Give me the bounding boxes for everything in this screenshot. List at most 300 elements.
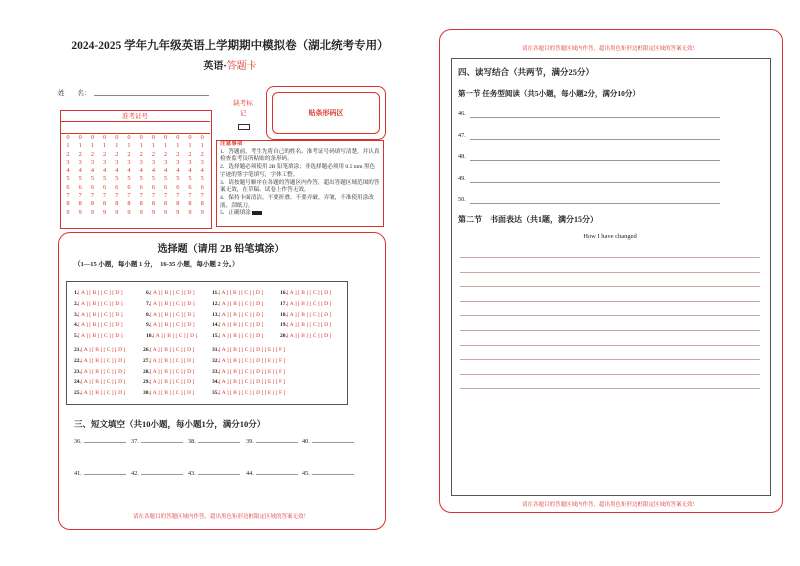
exam-id-digit[interactable]: 5 — [200, 175, 204, 183]
exam-id-digit[interactable]: 1 — [115, 142, 119, 150]
choice-item[interactable] — [212, 333, 263, 339]
absent-checkbox[interactable] — [238, 124, 250, 130]
exam-id-digit[interactable]: 1 — [164, 142, 168, 150]
warning-right-top: 请在各题目的答题区域内作答，超出黑色矩形边框限定区域的答案无效！ — [521, 46, 698, 52]
exam-id-column[interactable] — [123, 134, 135, 217]
choice-item[interactable] — [74, 301, 123, 307]
notes-box — [216, 140, 384, 227]
cloze-blank[interactable] — [131, 438, 183, 445]
choice-item[interactable] — [143, 369, 194, 375]
cloze-number: 38. — [188, 438, 196, 445]
choice-item[interactable] — [212, 312, 263, 318]
exam-id-digit[interactable]: 2 — [115, 150, 119, 158]
exam-id-digit[interactable]: 6 — [90, 183, 94, 191]
cloze-blank[interactable] — [188, 438, 240, 445]
choice-number: 15. — [212, 333, 219, 340]
exam-id-digit[interactable]: 8 — [78, 200, 82, 208]
choice-item[interactable] — [74, 312, 123, 318]
choice-options[interactable]: [ A ] [ B ] [ C ] [ D ] — [80, 368, 126, 375]
choice-item[interactable] — [280, 322, 331, 328]
exam-id-digit[interactable]: 3 — [115, 158, 119, 166]
choice-options[interactable]: [ A ] [ B ] [ C ] [ D ] — [149, 379, 195, 386]
exam-id-digit[interactable]: 0 — [200, 134, 204, 141]
exam-id-digit[interactable]: 4 — [78, 167, 82, 175]
reading-answer-line[interactable] — [470, 182, 720, 183]
exam-id-digit[interactable]: 1 — [78, 142, 82, 150]
exam-id-digit[interactable]: 5 — [164, 175, 168, 183]
choice-options[interactable]: [ A ] [ B ] [ C ] [ D ] — [150, 300, 195, 307]
choice-options[interactable]: [ A ] [ B ] [ C ] [ D ] — [218, 300, 264, 307]
exam-id-digit[interactable]: 8 — [90, 200, 94, 208]
exam-id-digit[interactable]: 3 — [139, 158, 143, 166]
cloze-answer-line[interactable] — [198, 474, 240, 475]
choice-number: 8. — [146, 311, 151, 318]
choice-options[interactable]: [ A ] [ B ] [ C ] [ D ] — [78, 311, 123, 318]
choice-item[interactable] — [280, 333, 331, 339]
reading-answer-line[interactable] — [470, 203, 720, 204]
exam-id-digit[interactable]: 0 — [66, 134, 70, 141]
cloze-answer-line[interactable] — [256, 474, 298, 475]
choice-number: 32. — [212, 357, 219, 364]
choice-item[interactable] — [146, 301, 195, 307]
exam-id-digit[interactable]: 5 — [127, 175, 131, 183]
reading-question-number: 49. — [458, 174, 466, 182]
choice-options[interactable]: [ A ] [ B ] [ C ] [ D ] — [150, 290, 195, 296]
choice-item[interactable] — [74, 369, 125, 375]
exam-id-digit[interactable]: 6 — [115, 183, 119, 191]
choice-options[interactable]: [ A ] [ B ] [ C ] [ D ] — [149, 347, 195, 353]
exam-id-digit[interactable]: 8 — [127, 200, 131, 208]
absent-label: 缺考标记 — [233, 100, 253, 117]
exam-id-digit[interactable]: 8 — [115, 200, 119, 208]
choice-number: 31. — [212, 347, 219, 353]
exam-id-digit[interactable]: 4 — [66, 167, 70, 175]
exam-id-digit[interactable]: 2 — [78, 150, 82, 158]
choice-number: 1. — [74, 290, 79, 296]
exam-id-column[interactable] — [184, 134, 196, 217]
notes-item: 4．保持卡面清洁，不要折叠、不要弄破、弄皱，不准使用涂改液、刮纸刀。 — [220, 194, 374, 209]
writing-line[interactable] — [460, 345, 760, 346]
writing-line[interactable] — [460, 359, 760, 360]
cloze-number: 44. — [246, 470, 254, 477]
exam-id-digit[interactable]: 7 — [139, 192, 143, 200]
exam-id-digit[interactable]: 2 — [164, 150, 168, 158]
exam-id-digit[interactable]: 8 — [164, 200, 168, 208]
exam-id-digit[interactable]: 2 — [139, 150, 143, 158]
choice-grid — [66, 281, 348, 405]
choice-options[interactable]: [ A ] [ B ] [ C ] [ D ] — [286, 290, 332, 296]
choice-item[interactable] — [74, 333, 123, 339]
choice-number: 26. — [143, 347, 150, 353]
exam-id-digit[interactable]: 3 — [90, 158, 94, 166]
exam-id-digit[interactable]: 2 — [103, 150, 107, 158]
choice-options[interactable]: [ A ] [ B ] [ C ] [ D ] — [286, 333, 332, 340]
name-field[interactable] — [94, 95, 209, 96]
exam-id-digit[interactable]: 9 — [151, 208, 155, 216]
choice-options[interactable]: [ A ] [ B ] [ C ] [ D ] — [80, 347, 126, 353]
exam-id-digit[interactable]: 9 — [90, 208, 94, 216]
choice-item[interactable] — [280, 290, 331, 296]
writing-topic: How I have changed — [583, 233, 637, 240]
exam-id-digit[interactable]: 7 — [188, 192, 192, 200]
exam-id-digit[interactable]: 2 — [66, 150, 70, 158]
exam-id-digit[interactable]: 6 — [151, 183, 155, 191]
exam-id-digit[interactable]: 2 — [200, 150, 204, 158]
choice-number: 18. — [280, 311, 287, 318]
choice-number: 2. — [74, 300, 79, 307]
choice-number: 29. — [143, 379, 150, 386]
exam-id-digit[interactable]: 6 — [127, 183, 131, 191]
exam-id-digit[interactable]: 7 — [151, 192, 155, 200]
writing-line[interactable] — [460, 374, 760, 375]
choice-options[interactable]: [ A ] [ B ] [ C ] [ D ] — [149, 357, 195, 364]
exam-id-digit[interactable]: 1 — [66, 142, 70, 150]
card-label: 答题卡 — [226, 61, 257, 72]
choice-number: 33. — [212, 368, 219, 375]
exam-id-digit[interactable]: 3 — [200, 158, 204, 166]
choice-item[interactable] — [143, 347, 194, 353]
exam-id-digit[interactable]: 7 — [127, 192, 131, 200]
exam-id-digit[interactable]: 6 — [176, 183, 180, 191]
notes-item: 5．正确填涂 — [220, 210, 380, 218]
reading-question-number: 50. — [458, 196, 466, 203]
exam-id-column[interactable] — [74, 134, 86, 217]
writing-line[interactable] — [460, 330, 760, 331]
choice-item[interactable] — [146, 290, 195, 296]
exam-id-digit[interactable]: 7 — [164, 192, 168, 200]
exam-id-digit[interactable]: 9 — [103, 208, 107, 216]
exam-id-digit[interactable]: 6 — [188, 183, 192, 191]
filled-mark-sample — [252, 211, 262, 215]
reading-answer-line[interactable] — [470, 160, 720, 161]
writing-line[interactable] — [460, 286, 760, 287]
choice-item[interactable] — [280, 301, 331, 307]
cloze-answer-line[interactable] — [256, 442, 298, 443]
reading-question-number: 47. — [458, 131, 466, 139]
exam-id-digit[interactable]: 4 — [151, 167, 155, 175]
choice-number: 25. — [74, 390, 81, 397]
exam-id-column[interactable] — [62, 134, 74, 217]
reading-answer-line[interactable] — [470, 139, 720, 140]
choice-item[interactable] — [146, 322, 195, 328]
exam-id-digit[interactable]: 7 — [200, 192, 204, 200]
choice-number: 34. — [212, 379, 219, 386]
exam-id-digit[interactable]: 3 — [66, 158, 70, 166]
choice-item[interactable] — [212, 358, 285, 364]
choice-options[interactable]: [ A ] [ B ] [ C ] [ D ] — [80, 379, 126, 386]
exam-id-digit[interactable]: 5 — [176, 175, 180, 183]
exam-id-digit[interactable]: 4 — [200, 167, 204, 175]
cloze-blank[interactable] — [188, 470, 240, 477]
exam-id-digit[interactable]: 6 — [200, 183, 204, 191]
choice-options[interactable]: [ A ] [ B ] [ C ] [ D ] — [286, 300, 332, 307]
exam-id-digit[interactable]: 8 — [103, 200, 107, 208]
choice-item[interactable] — [280, 312, 331, 318]
cloze-number: 42. — [131, 470, 139, 477]
choice-options[interactable]: [ A ] [ B ] [ C ] [ D ] [ E ] [ F ] — [218, 390, 286, 397]
exam-id-digit[interactable]: 4 — [115, 167, 119, 175]
choice-number: 7. — [146, 300, 151, 307]
exam-id-digit[interactable]: 2 — [127, 150, 131, 158]
exam-id-digit[interactable]: 2 — [176, 150, 180, 158]
choice-options[interactable]: [ A ] [ B ] [ C ] [ D ] — [286, 322, 332, 329]
writing-line[interactable] — [460, 272, 760, 273]
exam-id-digit[interactable]: 4 — [188, 167, 192, 175]
exam-id-digit[interactable]: 5 — [90, 175, 94, 183]
reading-answer-line[interactable] — [470, 117, 720, 118]
exam-id-column[interactable] — [147, 134, 159, 217]
cloze-answer-line[interactable] — [84, 474, 126, 475]
choice-item[interactable] — [146, 333, 197, 339]
warning-left: 请在各题目的答题区域内作答，超出黑色矩形边框限定区域的答案无效！ — [132, 514, 309, 520]
cloze-answer-line[interactable] — [141, 474, 183, 475]
exam-id-digit[interactable]: 6 — [103, 183, 107, 191]
choice-item[interactable] — [74, 358, 125, 364]
exam-id-digit[interactable]: 0 — [78, 134, 82, 141]
cloze-answer-line[interactable] — [141, 442, 183, 443]
cloze-blank[interactable] — [246, 438, 298, 445]
cloze-title: 三、短文填空（共10小题，每小题1分，满分10分） — [74, 419, 266, 429]
cloze-blank[interactable] — [302, 438, 354, 445]
choice-number: 14. — [212, 322, 219, 329]
exam-id-digit[interactable]: 9 — [66, 208, 70, 216]
cloze-number: 41. — [74, 470, 82, 477]
exam-id-digit[interactable]: 5 — [66, 175, 70, 183]
exam-id-column[interactable] — [135, 134, 147, 217]
exam-id-digit[interactable]: 6 — [78, 183, 82, 191]
exam-id-digit[interactable]: 6 — [164, 183, 168, 191]
exam-id-digit[interactable]: 0 — [90, 134, 94, 141]
choice-number: 11. — [212, 290, 219, 296]
exam-id-digit[interactable]: 5 — [188, 175, 192, 183]
choice-number: 23. — [74, 368, 81, 375]
exam-id-digit[interactable]: 9 — [115, 208, 119, 216]
cloze-blank[interactable] — [74, 438, 126, 445]
choice-item[interactable] — [212, 322, 263, 328]
choice-options[interactable]: [ A ] [ B ] [ C ] [ D ] — [78, 290, 123, 296]
exam-id-digit[interactable]: 7 — [78, 192, 82, 200]
cloze-blank[interactable] — [246, 470, 298, 477]
choice-item[interactable] — [212, 301, 263, 307]
choice-item[interactable] — [143, 390, 194, 396]
warning-right-bottom: 请在各题目的答题区域内作答，超出黑色矩形边框限定区域的答案无效！ — [521, 502, 698, 508]
exam-id-digit[interactable]: 3 — [176, 158, 180, 166]
exam-id-digit[interactable]: 7 — [90, 192, 94, 200]
exam-id-digit[interactable]: 1 — [103, 142, 107, 150]
choice-options[interactable]: [ A ] [ B ] [ C ] [ D ] — [80, 390, 126, 397]
page-title: 2024-2025 学年九年级英语上学期期中模拟卷（湖北统考专用） — [71, 40, 389, 52]
exam-id-digit[interactable]: 1 — [127, 142, 131, 150]
choice-options[interactable]: [ A ] [ B ] [ C ] [ D ] [ E ] [ F ] — [218, 368, 286, 375]
exam-id-label: 准考证号 — [122, 113, 148, 120]
exam-id-digit[interactable]: 8 — [66, 200, 70, 208]
exam-id-digit[interactable]: 0 — [115, 134, 119, 141]
choice-options[interactable]: [ A ] [ B ] [ C ] [ D ] — [152, 333, 198, 340]
exam-id-digit[interactable]: 9 — [200, 208, 204, 216]
exam-id-digit[interactable]: 4 — [90, 167, 94, 175]
exam-id-digit[interactable]: 0 — [176, 134, 180, 141]
notes-item: 1．答题前，考生先将自己的姓名、准考证号码填写清楚，并认真检查监考员所粘贴的条形码。 — [220, 148, 380, 163]
exam-id-digit[interactable]: 1 — [188, 142, 192, 150]
exam-id-digit[interactable]: 2 — [90, 150, 94, 158]
exam-id-column[interactable] — [99, 134, 111, 217]
exam-id-digit[interactable]: 1 — [139, 142, 143, 150]
cloze-answer-line[interactable] — [84, 442, 126, 443]
exam-id-digit[interactable]: 0 — [164, 134, 168, 141]
choice-item[interactable] — [212, 347, 285, 353]
exam-id-digit[interactable]: 0 — [151, 134, 155, 141]
answer-area-right — [451, 58, 771, 496]
exam-id-digit[interactable]: 3 — [151, 158, 155, 166]
exam-id-digit[interactable]: 3 — [164, 158, 168, 166]
exam-id-digit[interactable]: 7 — [66, 192, 70, 200]
choice-number: 9. — [146, 322, 151, 329]
choice-item[interactable] — [143, 358, 194, 364]
exam-id-digit[interactable]: 1 — [151, 142, 155, 150]
choice-item[interactable] — [212, 369, 285, 375]
exam-id-digit[interactable]: 3 — [127, 158, 131, 166]
cloze-number: 43. — [188, 470, 196, 477]
cloze-answer-line[interactable] — [198, 442, 240, 443]
cloze-number: 40. — [302, 438, 310, 445]
exam-id-write-row[interactable] — [60, 121, 210, 134]
exam-id-digit[interactable]: 7 — [103, 192, 107, 200]
choice-item[interactable] — [212, 290, 263, 296]
choice-number: 10. — [146, 333, 153, 340]
choice-options[interactable]: [ A ] [ B ] [ C ] [ D ] — [78, 333, 123, 340]
choice-options[interactable]: [ A ] [ B ] [ C ] [ D ] — [218, 311, 264, 318]
exam-id-digit[interactable]: 9 — [127, 208, 131, 216]
choice-options[interactable]: [ A ] [ B ] [ C ] [ D ] — [218, 333, 264, 340]
choice-item[interactable] — [212, 390, 285, 396]
exam-id-column[interactable] — [111, 134, 123, 217]
choice-item[interactable] — [74, 347, 125, 353]
cloze-blank[interactable] — [302, 470, 354, 477]
exam-id-digit[interactable]: 3 — [78, 158, 82, 166]
exam-id-digit[interactable]: 8 — [200, 200, 204, 208]
exam-id-digit[interactable]: 5 — [103, 175, 107, 183]
exam-id-digit[interactable]: 4 — [164, 167, 168, 175]
exam-id-digit[interactable]: 3 — [103, 158, 107, 166]
exam-id-digit[interactable]: 0 — [103, 134, 107, 141]
choice-options[interactable]: [ A ] [ B ] [ C ] [ D ] [ E ] [ F ] — [218, 347, 286, 353]
barcode-label: 贴条形码区 — [272, 92, 380, 134]
exam-id-column[interactable] — [196, 134, 208, 217]
name-label: 姓 名： — [58, 90, 91, 97]
choice-options[interactable]: [ A ] [ B ] [ C ] [ D ] — [286, 311, 332, 318]
exam-id-digit[interactable]: 0 — [127, 134, 131, 141]
exam-id-digit[interactable]: 8 — [151, 200, 155, 208]
exam-id-digit[interactable]: 5 — [139, 175, 143, 183]
exam-id-digit[interactable]: 2 — [188, 150, 192, 158]
choice-item[interactable] — [74, 290, 123, 296]
choice-item[interactable] — [212, 379, 285, 385]
writing-line[interactable] — [460, 315, 760, 316]
subject-dot: · — [223, 61, 227, 72]
cloze-number: 39. — [246, 438, 254, 445]
choice-options[interactable]: [ A ] [ B ] [ C ] [ D ] — [149, 390, 195, 397]
exam-id-digit[interactable]: 5 — [151, 175, 155, 183]
exam-id-digit[interactable]: 5 — [115, 175, 119, 183]
choice-title: 选择题（请用 2B 铅笔填涂） — [157, 244, 285, 255]
choice-number: 35. — [212, 390, 219, 397]
choice-number: 24. — [74, 379, 81, 386]
choice-item[interactable] — [146, 312, 195, 318]
choice-options[interactable]: [ A ] [ B ] [ C ] [ D ] — [78, 322, 123, 329]
exam-id-digit[interactable]: 0 — [139, 134, 143, 141]
cloze-answer-line[interactable] — [312, 474, 354, 475]
exam-id-column[interactable] — [172, 134, 184, 217]
exam-id-digit[interactable]: 5 — [78, 175, 82, 183]
choice-number: 3. — [74, 311, 79, 318]
choice-item[interactable] — [74, 379, 125, 385]
exam-id-column[interactable] — [160, 134, 172, 217]
reading-title: 四、读写结合（共两节，满分25分） — [458, 67, 595, 77]
exam-id-digit[interactable]: 9 — [176, 208, 180, 216]
exam-id-digit[interactable]: 9 — [139, 208, 143, 216]
choice-item[interactable] — [143, 379, 194, 385]
cloze-answer-line[interactable] — [312, 442, 354, 443]
exam-id-digit[interactable]: 6 — [139, 183, 143, 191]
choice-options[interactable]: [ A ] [ B ] [ C ] [ D ] — [150, 311, 195, 318]
exam-id-digit[interactable]: 3 — [188, 158, 192, 166]
choice-options[interactable]: [ A ] [ B ] [ C ] [ D ] — [218, 290, 264, 296]
exam-id-digit[interactable]: 4 — [103, 167, 107, 175]
exam-id-digit[interactable]: 0 — [188, 134, 192, 141]
exam-id-digit[interactable]: 2 — [151, 150, 155, 158]
choice-options[interactable]: [ A ] [ B ] [ C ] [ D ] — [150, 322, 195, 329]
exam-id-digit[interactable]: 1 — [90, 142, 94, 150]
choice-options[interactable]: [ A ] [ B ] [ C ] [ D ] — [218, 322, 264, 329]
exam-id-digit[interactable]: 8 — [139, 200, 143, 208]
exam-id-digit[interactable]: 8 — [188, 200, 192, 208]
exam-id-digit[interactable]: 1 — [176, 142, 180, 150]
choice-number: 13. — [212, 311, 219, 318]
choice-number: 20. — [280, 333, 287, 340]
cloze-blank[interactable] — [131, 470, 183, 477]
exam-id-digit[interactable]: 9 — [188, 208, 192, 216]
choice-number: 4. — [74, 322, 79, 329]
exam-id-digit[interactable]: 7 — [176, 192, 180, 200]
notes-item: 2．选择题必须使用 2B 铅笔填涂；非选择题必须用 0.5 mm 黑色字迹的签字笔填写，字体工整。 — [220, 164, 376, 178]
choice-item[interactable] — [74, 322, 123, 328]
choice-number: 27. — [143, 357, 150, 364]
choice-options[interactable]: [ A ] [ B ] [ C ] [ D ] — [80, 357, 126, 364]
exam-id-digit[interactable]: 4 — [127, 167, 131, 175]
choice-item[interactable] — [74, 390, 125, 396]
exam-id-digit[interactable]: 6 — [66, 183, 70, 191]
choice-options[interactable]: [ A ] [ B ] [ C ] [ D ] [ E ] [ F ] — [218, 379, 286, 386]
cloze-blank[interactable] — [74, 470, 126, 477]
exam-id-digit[interactable]: 9 — [164, 208, 168, 216]
exam-id-column[interactable] — [86, 134, 98, 217]
reading-question-number: 46. — [458, 110, 466, 117]
writing-line[interactable] — [460, 257, 760, 258]
exam-id-digit[interactable]: 1 — [200, 142, 204, 150]
writing-line[interactable] — [460, 388, 760, 389]
exam-id-digit[interactable]: 4 — [139, 167, 143, 175]
exam-id-digit[interactable]: 4 — [176, 167, 180, 175]
exam-id-digit[interactable]: 8 — [176, 200, 180, 208]
exam-id-digit[interactable]: 7 — [115, 192, 119, 200]
cloze-number: 45. — [302, 470, 310, 477]
choice-options[interactable]: [ A ] [ B ] [ C ] [ D ] — [149, 368, 195, 375]
choice-number: 12. — [212, 300, 219, 307]
choice-options[interactable]: [ A ] [ B ] [ C ] [ D ] [ E ] [ F ] — [218, 357, 286, 364]
writing-line[interactable] — [460, 301, 760, 302]
choice-options[interactable]: [ A ] [ B ] [ C ] [ D ] — [78, 300, 123, 307]
exam-id-digit[interactable]: 9 — [78, 208, 82, 216]
